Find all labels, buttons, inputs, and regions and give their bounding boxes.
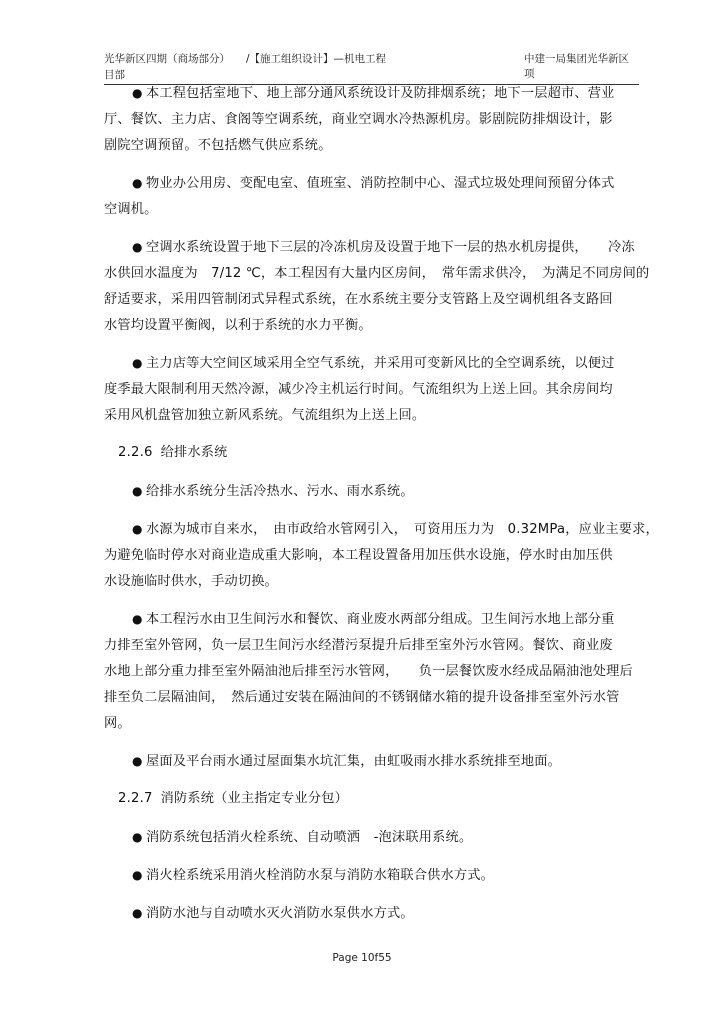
- bullet-icon: ●: [132, 356, 143, 370]
- line-text: 度季最大限制利用天然冷源，减少冷主机运行时间。气流组织为上送上回。其余房间均: [104, 382, 613, 397]
- header-company-continued: 目部: [104, 69, 125, 81]
- line-text: 水源为城市自来水， 由市政给水管网引入， 可资用压力为 0.32MPa，应业主要求，: [146, 522, 659, 537]
- bullet-paragraph: [104, 80, 664, 159]
- fire-paragraph-group: [104, 824, 664, 927]
- bullet-paragraph: [104, 824, 664, 851]
- line-text: 力排至室外管网，负一层卫生间污水经潜污泵提升后排至室外污水管网。餐饮、商业废: [104, 638, 613, 653]
- line-text: 排至负二层隔油间， 然后通过安装在隔油间的不锈钢储水箱的提升设备排至室外污水管: [104, 690, 620, 705]
- paragraph-line: [104, 711, 664, 737]
- bullet-paragraph: [104, 350, 664, 429]
- line-text: 水设施临时供水，手动切换。: [104, 574, 279, 589]
- line-text: 屋面及平台雨水通过屋面集水坑汇集，由虹吸雨水排水系统排至地面。: [146, 754, 562, 769]
- header-document-title: /【施工组织设计】—机电工程: [246, 53, 387, 65]
- paragraph-line: [104, 569, 664, 595]
- line-text: 水供回水温度为 7/12 ℃，本工程因有大量内区房间， 常年需求供冷， 为满足不同房间的: [104, 266, 650, 281]
- document-body: [104, 80, 664, 938]
- bullet-icon: ●: [132, 522, 143, 536]
- bullet-paragraph: [104, 606, 664, 737]
- bullet-icon: ●: [132, 830, 143, 844]
- paragraph-line: [104, 107, 664, 133]
- hvac-paragraph-group: [104, 80, 664, 429]
- paragraph-line: [104, 824, 664, 851]
- paragraph-line: [104, 633, 664, 659]
- line-text: 为避免临时停水对商业造成重大影响，本工程设置备用加压供水设施，停水时由加压供: [104, 548, 613, 563]
- bullet-paragraph: [104, 748, 664, 775]
- paragraph-line: [104, 287, 664, 313]
- bullet-paragraph: [104, 862, 664, 889]
- bullet-icon: ●: [132, 176, 143, 190]
- bullet-icon: ●: [132, 86, 143, 100]
- paragraph-line: [104, 133, 664, 159]
- section-title: 给排水系统: [160, 445, 228, 460]
- section-heading-2-2-6: [118, 440, 664, 466]
- line-text: 采用风机盘管加独立新风系统。气流组织为上送上回。: [104, 408, 426, 423]
- page-number: Page 10f55: [332, 952, 392, 964]
- paragraph-line: [104, 862, 664, 889]
- paragraph-line: [104, 478, 664, 505]
- paragraph-line: [104, 685, 664, 711]
- line-text: 给排水系统分生活冷热水、污水、雨水系统。: [146, 484, 414, 499]
- section-heading-2-2-7: [118, 786, 664, 812]
- paragraph-line: [104, 80, 664, 107]
- paragraph-line: [104, 197, 664, 223]
- paragraph-line: [104, 261, 664, 287]
- bullet-icon: ●: [132, 906, 143, 920]
- bullet-icon: ●: [132, 240, 143, 254]
- paragraph-line: [104, 350, 664, 377]
- line-text: 空调机。: [104, 202, 158, 217]
- line-text: 水地上部分重力排至室外隔油池后排至污水管网， 负一层餐饮废水经成品隔油池处理后: [104, 664, 633, 679]
- water-paragraph-group: [104, 478, 664, 775]
- section-number: 2.2.7: [118, 791, 153, 806]
- header-company: 中建一局集团光华新区项: [524, 53, 629, 80]
- line-text: 本工程包括室地下、地上部分通风系统设计及防排烟系统；地下一层超市、营业: [146, 86, 615, 101]
- bullet-icon: ●: [132, 612, 143, 626]
- line-text: 厅、餐饮、主力店、食阁等空调系统，商业空调水冷热源机房。影剧院防排烟设计，影: [104, 112, 613, 127]
- paragraph-line: [104, 900, 664, 927]
- bullet-paragraph: [104, 234, 664, 339]
- line-text: 舒适要求，采用四管制闭式异程式系统，在水系统主要分支管路上及空调机组各支路回: [104, 292, 613, 307]
- paragraph-line: [104, 659, 664, 685]
- paragraph-line: [104, 377, 664, 403]
- line-text: 剧院空调预留。不包括燃气供应系统。: [104, 138, 332, 153]
- bullet-paragraph: [104, 170, 664, 223]
- line-text: 消防系统包括消火栓系统、自动喷洒 -泡沫联用系统。: [146, 830, 473, 845]
- line-text: 水管均设置平衡阀，以利于系统的水力平衡。: [104, 318, 372, 333]
- bullet-paragraph: [104, 478, 664, 505]
- paragraph-line: [104, 606, 664, 633]
- paragraph-line: [104, 516, 664, 543]
- paragraph-line: [104, 170, 664, 197]
- line-text: 物业办公用房、变配电室、值班室、消防控制中心、湿式垃圾处理间预留分体式: [146, 176, 615, 191]
- line-text: 网。: [104, 716, 131, 731]
- line-text: 消防水池与自动喷水灭火消防水泵供水方式。: [146, 906, 414, 921]
- paragraph-line: [104, 748, 664, 775]
- bullet-icon: ●: [132, 754, 143, 768]
- bullet-icon: ●: [132, 484, 143, 498]
- line-text: 空调水系统设置于地下三层的冷冻机房及设置于地下一层的热水机房提供， 冷冻: [146, 240, 635, 255]
- line-text: 消火栓系统采用消火栓消防水泵与消防水箱联合供水方式。: [146, 868, 495, 883]
- page-footer: [0, 952, 724, 964]
- paragraph-line: [104, 234, 664, 261]
- paragraph-line: [104, 313, 664, 339]
- line-text: 本工程污水由卫生间污水和餐饮、商业废水两部分组成。卫生间污水地上部分重: [146, 612, 615, 627]
- paragraph-line: [104, 403, 664, 429]
- bullet-icon: ●: [132, 868, 143, 882]
- section-number: 2.2.6: [118, 445, 153, 460]
- bullet-paragraph: [104, 900, 664, 927]
- line-text: 主力店等大空间区域采用全空气系统，并采用可变新风比的全空调系统，以便过: [146, 356, 615, 371]
- bullet-paragraph: [104, 516, 664, 595]
- paragraph-line: [104, 543, 664, 569]
- section-title: 消防系统（业主指定专业分包）: [160, 791, 348, 806]
- header-project-name: 光华新区四期（商场部分）: [104, 53, 230, 65]
